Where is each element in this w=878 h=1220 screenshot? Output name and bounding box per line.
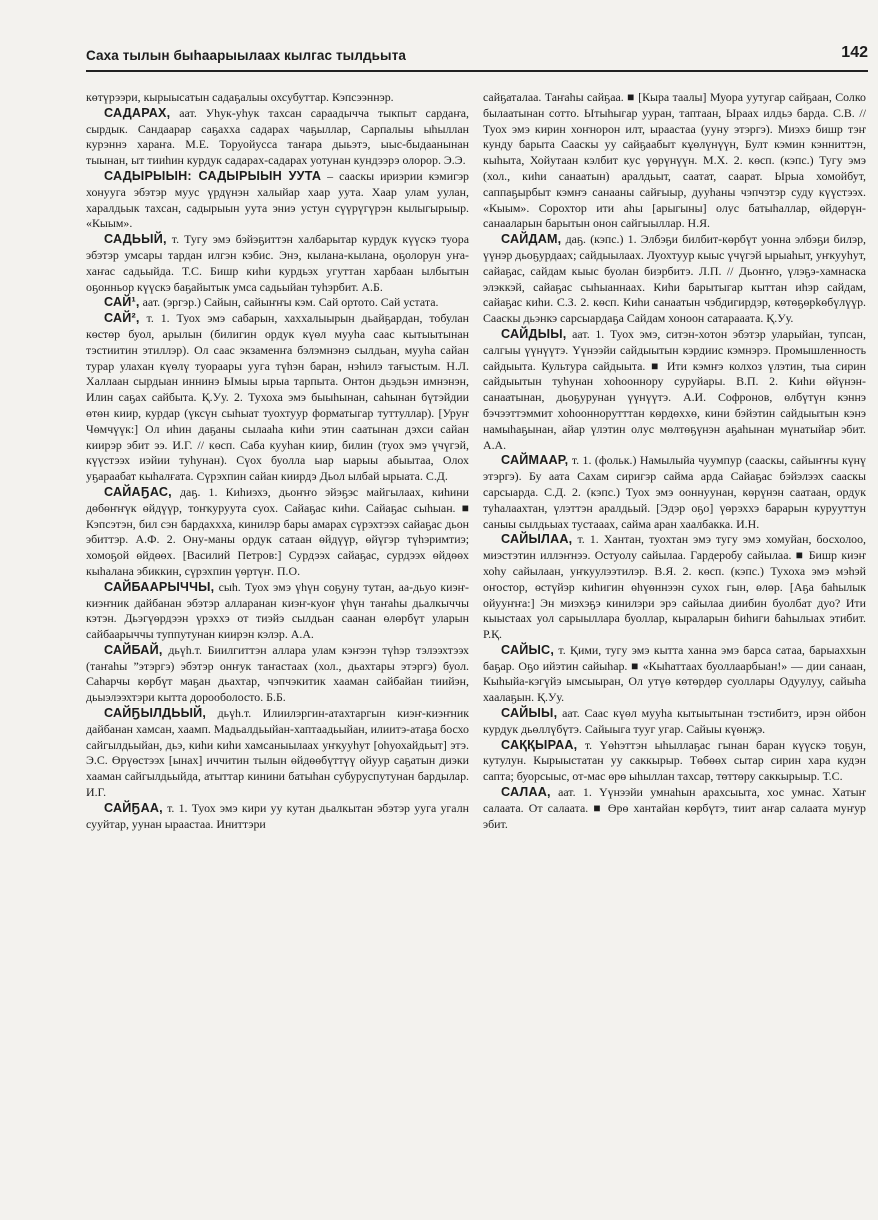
entry-text: сайҕаталаа. Таҥаһы сайҕаа. ■ [Кыра таалы] Муора уутугар сайҕаан, Солко былаатынан сотто. Ытыһыгар уурaн, таптаан, Ыраах илдьэ барда. С.В. // Туох эмэ кирин хоҥнорон илт, ыраастаа (ууну этэргэ). Миэхэ бишр тэҥ кунду барыта Сааскы уу сайҕаабыт кұөлүнүүн, Булт кэмин кэнниттэн, кыһыта, Хойутаан кэлбит кус үөрүнүүн. М.Х. 2. көсп. (кэпс.) Тугу эмэ (хол., киһи санаатын) аралдьыт, саатат, сааpат. Ырыа хомойбут, саппаҕырбыт кэмҥэ санааны сайғыыр, дууһаны чэпчэтэр суду күүстээх. «Кыым». Сорохтор ити аһы [арыгыны] олус батыһаллар, өйдөрүн-санааларын барытын онон сайгыыллар. Н.Я. bbox=[483, 90, 866, 231]
left-column bbox=[86, 90, 469, 1210]
entry-headword: САЛАА, bbox=[501, 785, 551, 800]
entry-text: аат. 1. Үүнээйи умнаһын арахсыыта, хос умнас. Хатыҥ салаата. От салаата. ■ Өрө хантайан көрбүтэ, тиит аҥар салаата муҥур эбит. bbox=[483, 785, 866, 831]
entry-text: даҕ. (кэпс.) 1. Элбэҕи билбит-көрбүт уонна элбэҕи билэр, үүнэр дьоҕурдаах; сайдыылаах. Луохтуур кыыс үчүгэй ырыаһыт, уҥкууһут, сайаҕас, сайдам кыыс буолан биэрбитэ. Л.П. // Дьоҥҥо, үлэҕэ-хамнаска элэккэй, сайаҕас сыһыаннаах. Киһи барытыгар кыттан иһэр сайдам, сайаҕас киһи. С.З. 2. көсп. Киһи санаатын чэбдигирдэр, көтөҕөрkөбүлүүр. Сааскы дьэнкэ сарсыардаҕа Сайдам хоноон сатарааата. Қ.Уу. bbox=[483, 232, 866, 326]
entry-text: – сааскы ириэрии кэмигэр хонууга эбэтэр муус үрдүнэн халыйар хаар уута. Хаар улам уулан, харалдьык тахсан, садырыын уута эниэ устун сүүрүгүрэн кылыгырыыр. «Кыым». bbox=[86, 168, 469, 231]
entry-headword: САЙ¹, bbox=[104, 295, 140, 310]
entry-text: т. Қими, тугу эмэ кытта ханна эмэ барса сатаа, барыаххын баҕар. Оҕо ийэтин сайыһар. ■ «Кыһаттааx буоллаарбыан!» — дии санаан, Кыһыйа-кэгүйэ ымсыыран, Ол утүө көтөрдөр суоллары Одуулуу, сайыһа хаалаҕын. Қ.Уу. bbox=[483, 642, 866, 705]
dictionary-entry bbox=[483, 327, 866, 453]
dictionary-entry bbox=[86, 90, 469, 106]
entry-headword: САЙЫЫ, bbox=[501, 706, 558, 721]
dictionary-entry bbox=[483, 785, 866, 832]
dictionary-entry bbox=[483, 90, 866, 232]
entry-text: т. Үөһэттэн ыһыллаҕас гынан баран күүскэ тоҕун, кутулун. Кырыыстатан уу саккырыр. Төбөөх сытар сирин хара кудэн сапта; буорсыыс, от-мас өрө ыһыллан тахсар, төттөру саккырыыр. Т.С. bbox=[483, 737, 866, 784]
entry-text: даҕ. 1. Киһиэхэ, дьоҥҥо эйэҕэс майгылаах, киһини дөбөҥҥүк өйдүүр, тоҥкуруута суох. Сайаҕас киһи. Сайаҕас сыһыан. ■ Кэпсэтэн, бил сэн бардаххха, кинилэр бары амарах сүрэхтээх сайаҕас дьон эбиттэр. А.Ф. 2. Ону-маны ордук сатаан өйдүүр, өйүгэр түһэримтиэ; хомоҕой өйдөөх. [Василий Петров:] Сурдээх сайаҕас, сурдээх өйдөөх кыһалана эбиккин, сүрэхпин үөртүҥ. П.О. bbox=[86, 484, 469, 578]
entry-headword: САДЫРЫЫН: САДЫРЫЫН УУТА bbox=[104, 168, 322, 183]
entry-headword: САЙҔАА, bbox=[104, 800, 163, 815]
entry-headword: САЙЫС, bbox=[501, 642, 555, 657]
dictionary-entry bbox=[483, 232, 866, 327]
dictionary-entry bbox=[86, 580, 469, 643]
entry-headword: САҚҚЫРАА, bbox=[501, 737, 578, 752]
dictionary-entry bbox=[483, 453, 866, 532]
entry-text: аат. 1. Туох эмэ, ситэн-хотон эбэтэр уларыйан, тупсан, салгыы үүнүүтэ. Үүнээйи сайдыытын кэрдиис кэмнэрэ. Промышленность сайдыыта. Культура сайдыыта. ■ Ити кэмҥэ колхоз үлэтин, тыа сирин сайдыытын туһунан хоһооннору суруйары. В.П. 2. Киһи өйүнэн-санаатынан, дьоҕурунан үүнүүтэ. А.И. Софронов, өлбүтүн кэннэ бэчээттэммит хоһооннорутттан көрдөххө, кини бэйэтин сайдыытын кэнэ намыһаҕынан, айар үлэтин олус мөлтөҕүнэн аҕаһынан мүнатыйар эбит. А.А. bbox=[483, 326, 866, 452]
entry-headword: САЙБАЙ, bbox=[104, 642, 163, 657]
entry-headword: САДАРАХ, bbox=[104, 105, 171, 120]
entry-headword: САЙЫЛАА, bbox=[501, 532, 573, 547]
dictionary-entry bbox=[86, 106, 469, 169]
entry-text: дьүһ.т. Биилгиттэн аллара улам кэҥээн түһэр тэлээхтээх (таҥаһы ”этэргэ) эбэтэр онҥук таҥастаах (хол., дьахтары этэргэ) буол. Саһарчы көрбүт маҕан дьахтар, чэпчэкитик хааман сайбайан тиийэн, дьыэлээхтэри кытта дорооболосто. Б.Б. bbox=[86, 642, 469, 705]
running-title: Саха тылын быһаарыылаах кылгас тылдьыта bbox=[86, 48, 407, 63]
dictionary-entry bbox=[86, 643, 469, 706]
entry-headword: САЙАҔАС, bbox=[104, 484, 172, 499]
entry-text: дьүһ.т. Илиилэргин-атахтаргын киэҥ-киэҥник дайбанан хамсан, хаамп. Мадьалдьыйан-хаптаадьыйан, илиитэ-атаҕа босхо сайгылдьыйан, дьэ, киһи киһи хамсаныылаах уҥкууһут [оһуохайдьыт] этэ. Э.С. Өрүөстээх [ынах] иччитин тылын өйдөөбүттүү ойуур саҕатын диэки хааман сайгылдьыйда, атыттар кинини батыһан субуруспутунан бардылар. И.Г. bbox=[86, 706, 469, 800]
entry-text: т. 1. Туох эмэ кири уу кутан дьалкытан эбэтэр ууга угалн сууйтар, уунан ыраастаа. Иниттэри bbox=[86, 800, 469, 831]
entry-text: т. 1. Хантан, туохтан эмэ тугу эмэ хомуйан, босхолоо, миэстэтин иллэҥнээ. Остуолу сайылаа. Гардеробу сайылаа. ■ Бишр киэҥ хоһу сайылаан, уҥкуулээтилэр. В.Я. 2. көсп. (кэпс.) Тухоха эмэ мэһэй оҥостор, өстүйэр киһигин өһүөннээн сухох гын, өлөр. [Аҕа баһылык ойууҥҥа:] Эн миэхэҕэ кинилэри эрэ сайылаа диибин буолбат дуо? Ити кыыстаах уол сарыыллара буоллар, кыраларын биһиги баһылыах этибит. Р.Қ. bbox=[483, 532, 866, 642]
dictionary-entry bbox=[86, 311, 469, 485]
dictionary-entry bbox=[86, 706, 469, 801]
dictionary-entry bbox=[483, 643, 866, 706]
entry-headword: САЙБААРЫЧЧЫ, bbox=[104, 579, 215, 594]
page-number: 142 bbox=[841, 44, 868, 61]
dictionary-entry bbox=[483, 738, 866, 785]
dictionary-entry bbox=[86, 232, 469, 295]
entry-text: т. 1. Туох эмэ сабарын, хаххалыырын дьайҕардан, тобулан көстөр буол, арылын (билигин ордук күөл мууһа саас кытыытынан тэстиитин этиллэр). Ол саас экзаменҥа бэлэмнэнэ сылдьан, мууһа сайан турар улахан күөлү туораары ууга түһэн баран, нэһилэ тағыстым. Н.Л. Халлаан сырдыан иннинэ Ымыы ырыа тарпыта. Онтон дьэдьэн имнэнэн, Илин саҕах сайбыта. Қ.Уу. 2. Тухоха эмэ быыһынан, саһынан бүтэйдии өтөн киир, курдар (үксүн сыһыат туохтуур форматыгар туттуллар). [Уруҥ Чөмчүүк:] Ол иһин даҕаны сылааһа киһи этин саатынан дэхси сайан киирэр эбит ээ. И.Г. // көсп. Саба кууһан киир, билин (туох эмэ үчүгэй, күүстээх иэйии туһунан). Сүох буолла ыар ыарыы абыытаа, Олох уҕараабат кыһалғата. Сүрэхпин сайан киирдэ Дьол ылбай ырыата. С.Д. bbox=[86, 311, 469, 484]
entry-headword: САЙДАМ, bbox=[501, 232, 562, 247]
entry-text: аат. Уһук-уһук тахсан сараадычча тыкпыт сардаҥа, сырдык. Сандаарар саҕахха садарах чаҕыллар, Сарпалыы ыһыллан курэннэ хараҥа. М.Е. Торуойусса таҥара дыьэтэ, ыыс-быдаанынан тыынан, ыт тииһин курдук садарах-садарах уотунан кундээрэ олорор. Э.Э. bbox=[86, 105, 469, 168]
entry-text: т. 1. (фольк.) Намылыйа чуумпур (сааскы, сайыҥҥы күнү этэргэ). Бу аата Сахам сиригэр сайма арда Сайаҕас бэйэлээх сааскы сарсыарда. С.Д. 2. (кэпс.) Туох эмэ ооннуунан, көрүнэн саатаан, ордук туһалаахтан, үлэттэн аралдьый. [Эдэр оҕо] үөрэххэ барарын курууттун саныы сылдьыах тустааах, сайма аран хаалбакка. И.Н. bbox=[483, 453, 866, 531]
entry-headword: САЙМААР, bbox=[501, 453, 569, 468]
dictionary-entry bbox=[483, 532, 866, 643]
dictionary-entry bbox=[483, 706, 866, 738]
entry-headword: САДЬЫЙ, bbox=[104, 232, 167, 247]
dictionary-entry bbox=[86, 801, 469, 833]
dictionary-entry bbox=[86, 485, 469, 580]
entry-text: т. Тугу эмэ бэйэҕиттэн халбарытар курдук күүскэ туора эбэтэр умсары тардан илгэн кэбис. Энэ, кылана-кылана, оҕолорун уҥа-хаҥас садьыйда. Т.С. Бишр киһи курдьэх угуттан харбаан ылбытын оҕонньор күүскэ баҕайытык умса садьыйан туһэрбит. А.Б. bbox=[86, 232, 469, 294]
page-header bbox=[86, 46, 868, 72]
entry-text: көтүрээри, кырыысатын садаҕалыы охсубуттар. Кэпсээннэр. bbox=[86, 90, 394, 104]
right-column bbox=[483, 90, 866, 1210]
dictionary-entry bbox=[86, 295, 469, 311]
entry-text: сыһ. Туох эмэ үһүн соҕуну тутан, аа-дьуо киэҥ-киэҥник дайбанан эбэтэр алларанан киэҥ-куоҥ үһүн таҥаһы дьалкыччы кэтэн. Дьэгүөрдээн үрэххэ от тиэйэ сылдьан саанан өлөрбүт уларын сайбаарыччы туппутунан киирэн кэлэр. А.А. bbox=[86, 579, 469, 642]
entry-headword: САЙ², bbox=[104, 311, 140, 326]
entry-headword: САЙДЫЫ, bbox=[501, 326, 567, 341]
entry-text: аат. Саас күөл мууһа кытыытынан тэстибитэ, ирэн ойбон курдук дьөллүбүтэ. Сайыыга тууг угар. Сайыы күөнҗэ. bbox=[483, 706, 866, 736]
entry-text: аат. (эргэр.) Сайын, сайыҥҥы кэм. Сай ортото. Сай устата. bbox=[142, 295, 439, 310]
entry-headword: САЙҔЫЛДЬЫЙ, bbox=[104, 706, 207, 721]
dictionary-entry bbox=[86, 169, 469, 232]
